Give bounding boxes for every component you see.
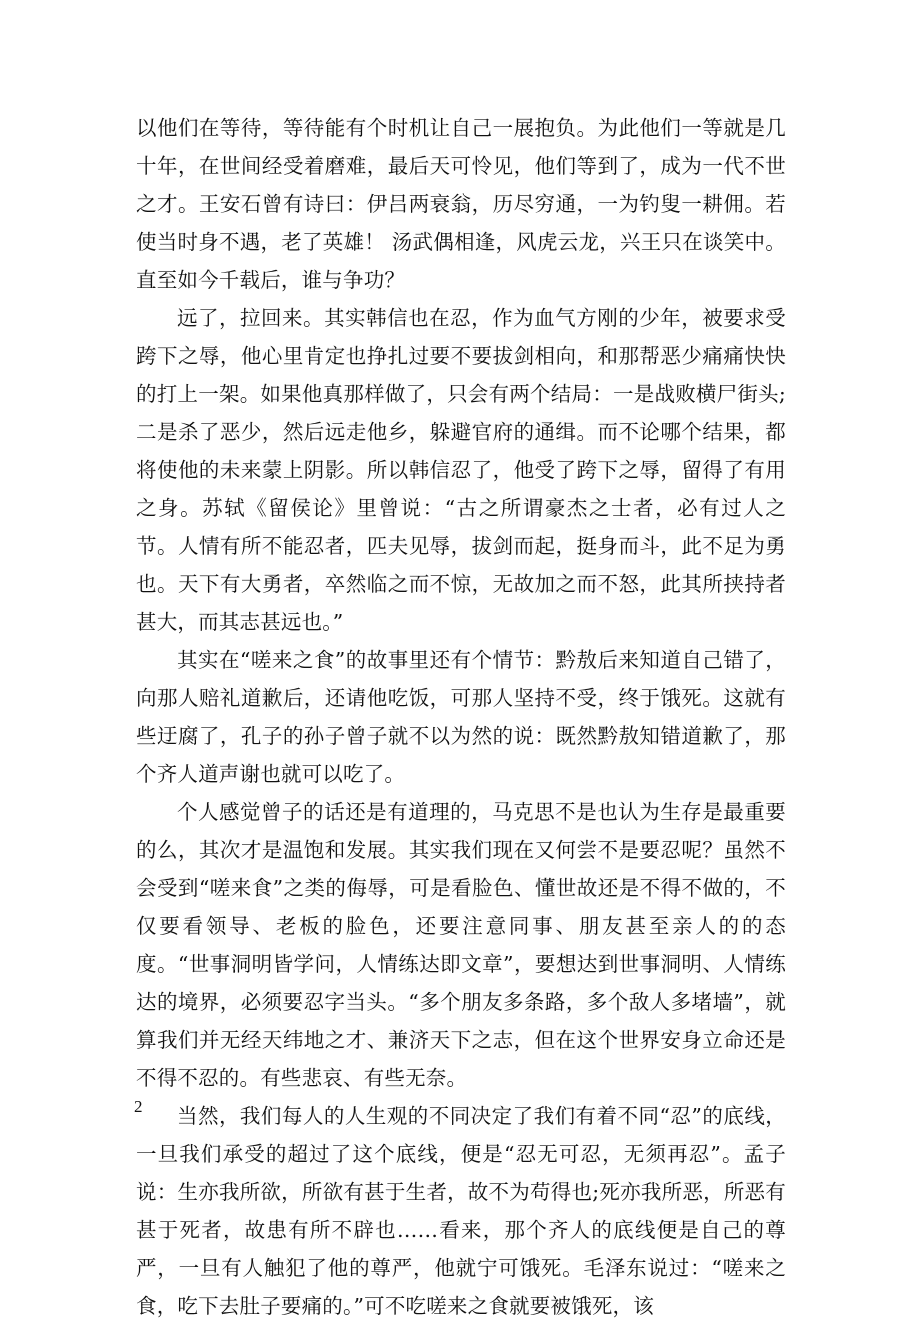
- paragraph-1: 以他们在等待，等待能有个时机让自己一展抱负。为此他们一等就是几十年，在世间经受着磨难，最后天可怜见，他们等到了，成为一代不世之才。王安石曾有诗曰：伊吕两衰翁，历尽穷通，一为钓叟一耕佣。若使当时身不遇，老了英雄！ 汤武偶相逢，风虎云龙，兴王只在谈笑中。直至如今千载后，谁与争功？: [136, 116, 786, 292]
- page-number: 2: [134, 1097, 143, 1116]
- document-body: [136, 109, 786, 1325]
- paragraph-5: 当然，我们每人的人生观的不同决定了我们有着不同“忍”的底线，一旦我们承受的超过了这个底线，便是“忍无可忍，无须再忍”。孟子说：生亦我所欲，所欲有甚于生者，故不为苟得也;死亦我所恶，所恶有甚于死者，故患有所不辟也……看来，那个齐人的底线便是自己的尊严，一旦有人触犯了他的尊严，他就宁可饿死。毛泽东说过：“嗟来之食，吃下去肚子要痛的。”可不吃嗟来之食就要被饿死，该: [136, 1104, 786, 1318]
- paragraph-3: 其实在“嗟来之食”的故事里还有个情节：黔敖后来知道自己错了，向那人赔礼道歉后，还请他吃饭，可那人坚持不受，终于饿死。这就有些迂腐了，孔子的孙子曾子就不以为然的说：既然黔敖知错道歉了，那个齐人道声谢也就可以吃了。: [136, 648, 786, 786]
- paragraph-4: 个人感觉曾子的话还是有道理的，马克思不是也认为生存是最重要的么，其次才是温饱和发展。其实我们现在又何尝不是要忍呢？虽然不会受到“嗟来食”之类的侮辱，可是看脸色、懂世故还是不得不做的，不仅要看领导、老板的脸色，还要注意同事、朋友甚至亲人的的态度。“世事洞明皆学问，人情练达即文章”，要想达到世事洞明、人情练达的境界，必须要忍字当头。“多个朋友多条路，多个敌人多堵墙”，就算我们并无经天纬地之才、兼济天下之志，但在这个世界安身立命还是不得不忍的。有些悲哀、有些无奈。: [136, 800, 786, 1090]
- paragraph-2: 远了，拉回来。其实韩信也在忍，作为血气方刚的少年，被要求受跨下之辱，他心里肯定也挣扎过要不要拔剑相向，和那帮恶少痛痛快快的打上一架。如果他真那样做了，只会有两个结局：一是战败横尸街头;二是杀了恶少，然后远走他乡，躲避官府的通缉。而不论哪个结果，都将使他的未来蒙上阴影。所以韩信忍了，他受了跨下之辱，留得了有用之身。苏轼《留侯论》里曾说：“古之所谓豪杰之士者，必有过人之节。人情有所不能忍者，匹夫见辱，拔剑而起，挺身而斗，此不足为勇也。天下有大勇者，卒然临之而不惊，无故加之而不怒，此其所挟持者甚大，而其志甚远也。”: [136, 306, 786, 634]
